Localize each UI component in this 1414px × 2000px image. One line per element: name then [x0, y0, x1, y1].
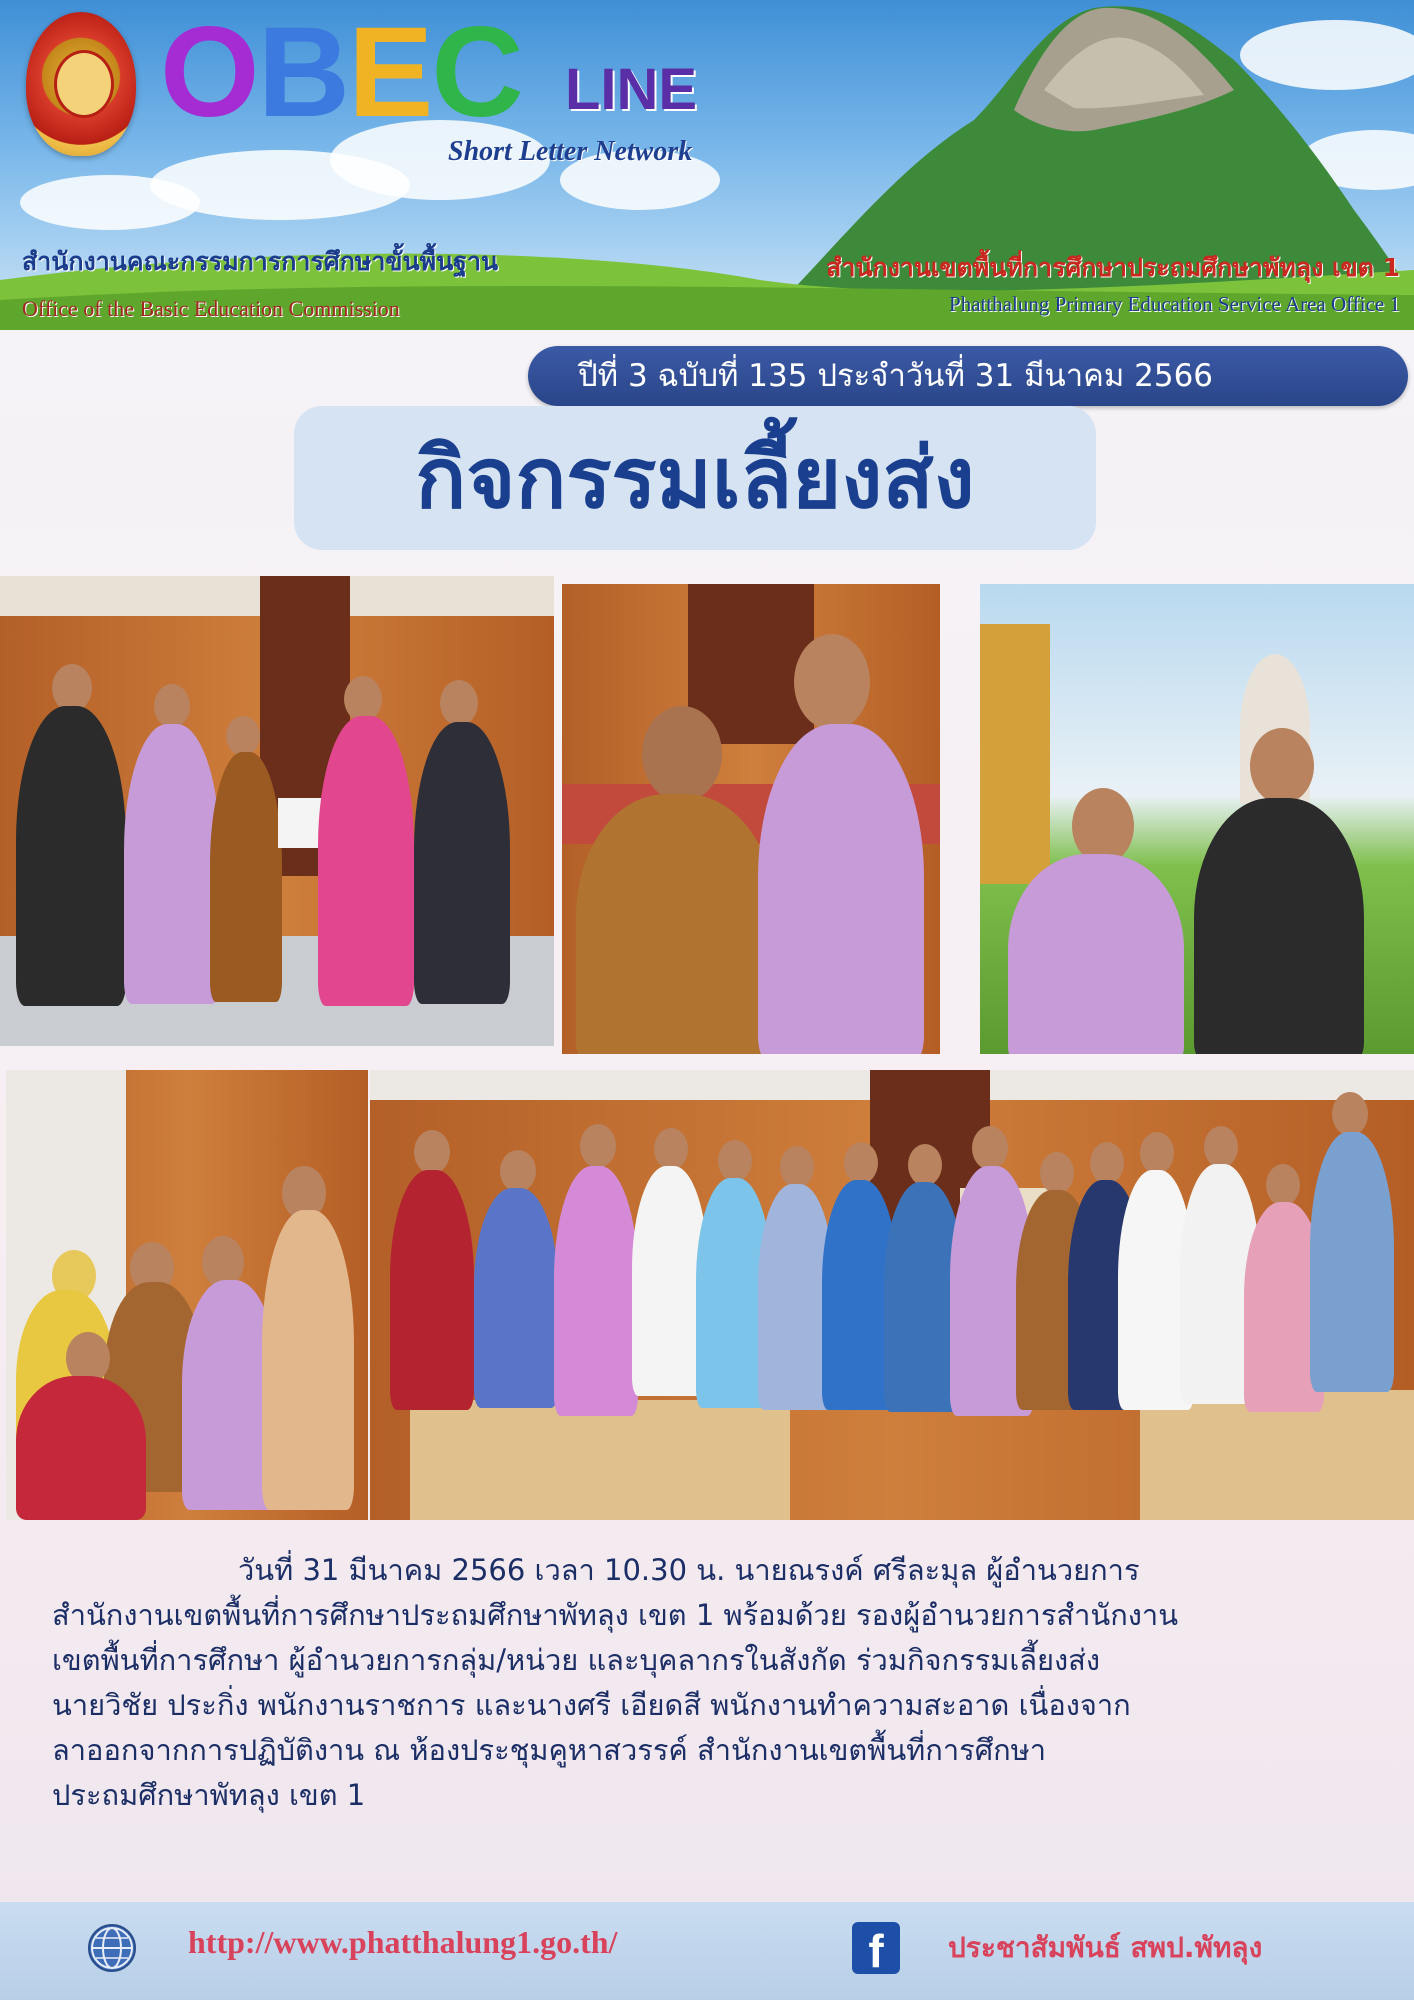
person — [1194, 798, 1364, 1054]
person-head — [500, 1150, 536, 1192]
seal-emblem — [54, 50, 114, 118]
person-head — [52, 664, 92, 712]
issue-info: ปีที่ 3 ฉบับที่ 135 ประจำวันที่ 31 มีนาคม 2566 — [578, 358, 1214, 394]
article-line: นายวิชัย ประกิ่ง พนักงานราชการ และนางศรี เอียดสี พนักงานทำความสะอาด เนื่องจาก — [52, 1688, 1131, 1722]
dancer — [980, 624, 1050, 884]
photo-handshake-backdrop — [980, 584, 1414, 1054]
page-title: กิจกรรมเลี้ยงส่ง — [415, 429, 975, 527]
logo-letter-c: C — [431, 1, 522, 144]
logo-line-word: LINE — [565, 57, 698, 122]
globe-icon — [88, 1924, 136, 1972]
article-line: เขตพื้นที่การศึกษา ผู้อำนวยการกลุ่ม/หน่วย และบุคลากรในสังกัด ร่วมกิจกรรมเลี้ยงส่ง — [52, 1643, 1101, 1677]
person — [16, 706, 126, 1006]
person — [210, 752, 282, 1002]
person-head — [580, 1124, 616, 1168]
article-line: ประถมศึกษาพัทลุง เขต 1 — [52, 1778, 366, 1812]
obec-logo-word — [160, 1, 522, 144]
person-head — [1072, 788, 1134, 864]
article-line: ลาออกจากการปฏิบัติงาน ณ ห้องประชุมคูหาสวรรค์ สำนักงานเขตพื้นที่การศึกษา — [52, 1733, 1047, 1767]
person — [124, 724, 220, 1004]
facebook-icon[interactable]: f — [852, 1922, 900, 1974]
person-head — [226, 716, 260, 756]
person-head — [414, 1130, 450, 1174]
facebook-page-link[interactable]: ประชาสัมพันธ์ สพป.พัทลุง — [948, 1931, 1263, 1964]
person-head — [1040, 1152, 1074, 1194]
person-head — [1250, 728, 1314, 804]
person-head — [440, 680, 478, 726]
photo-group-presentation — [0, 576, 554, 1046]
person — [1008, 854, 1184, 1054]
website-link[interactable]: http://www.phatthalung1.go.th/ — [188, 1924, 618, 1960]
org-name-thai: สำนักงานคณะกรรมการการศึกษาขั้นพื้นฐาน — [22, 247, 499, 276]
person-head — [642, 706, 722, 802]
person-head — [718, 1140, 752, 1182]
person-head — [1204, 1126, 1238, 1168]
obec-seal-logo — [26, 12, 136, 156]
person — [414, 722, 510, 1004]
logo-letter-b: B — [257, 1, 348, 144]
person-head — [908, 1144, 942, 1186]
person-head — [654, 1128, 688, 1170]
title-box — [294, 406, 1096, 550]
person-head — [1140, 1132, 1174, 1174]
tagline: Short Letter Network — [448, 136, 693, 167]
person — [576, 794, 776, 1054]
person — [758, 724, 924, 1054]
person — [1310, 1132, 1394, 1392]
person — [474, 1188, 558, 1408]
photo-large-group — [370, 1070, 1414, 1520]
photo-seated-group — [6, 1070, 368, 1520]
area-office-thai: สำนักงานเขตพื้นที่การศึกษาประถมศึกษาพัทลุง เขต 1 — [826, 253, 1400, 282]
table — [410, 1400, 790, 1520]
article-body — [52, 1548, 1372, 1818]
article-line — [52, 1548, 1372, 1593]
person — [318, 716, 414, 1006]
person — [16, 1376, 146, 1520]
org-name-english: Office of the Basic Education Commission — [22, 296, 400, 321]
person-head — [844, 1142, 878, 1184]
person-head — [794, 634, 870, 730]
person-head — [972, 1126, 1008, 1170]
article-line: สำนักงานเขตพื้นที่การศึกษาประถมศึกษาพัทลุง เขต 1 พร้อมด้วย รองผู้อำนวยการสำนักงาน — [52, 1598, 1179, 1632]
article-line-text: วันที่ 31 มีนาคม 2566 เวลา 10.30 น. นายณรงค์ ศรีละมุล ผู้อำนวยการ — [238, 1553, 1140, 1587]
area-office-english: Phatthalung Primary Education Service Area Office 1 — [949, 292, 1400, 316]
person — [554, 1166, 638, 1416]
person-head — [780, 1146, 814, 1188]
logo-letter-e: E — [348, 1, 432, 144]
person-head — [1332, 1092, 1368, 1136]
masthead — [0, 0, 1414, 330]
footer — [0, 1902, 1414, 2000]
person-head — [1090, 1142, 1124, 1184]
person — [262, 1210, 354, 1510]
logo-letter-o: O — [160, 1, 258, 144]
person — [390, 1170, 474, 1410]
person-head — [154, 684, 190, 728]
person-head — [1266, 1164, 1300, 1206]
photo-two-people — [562, 584, 940, 1054]
issue-bar — [528, 346, 1408, 406]
